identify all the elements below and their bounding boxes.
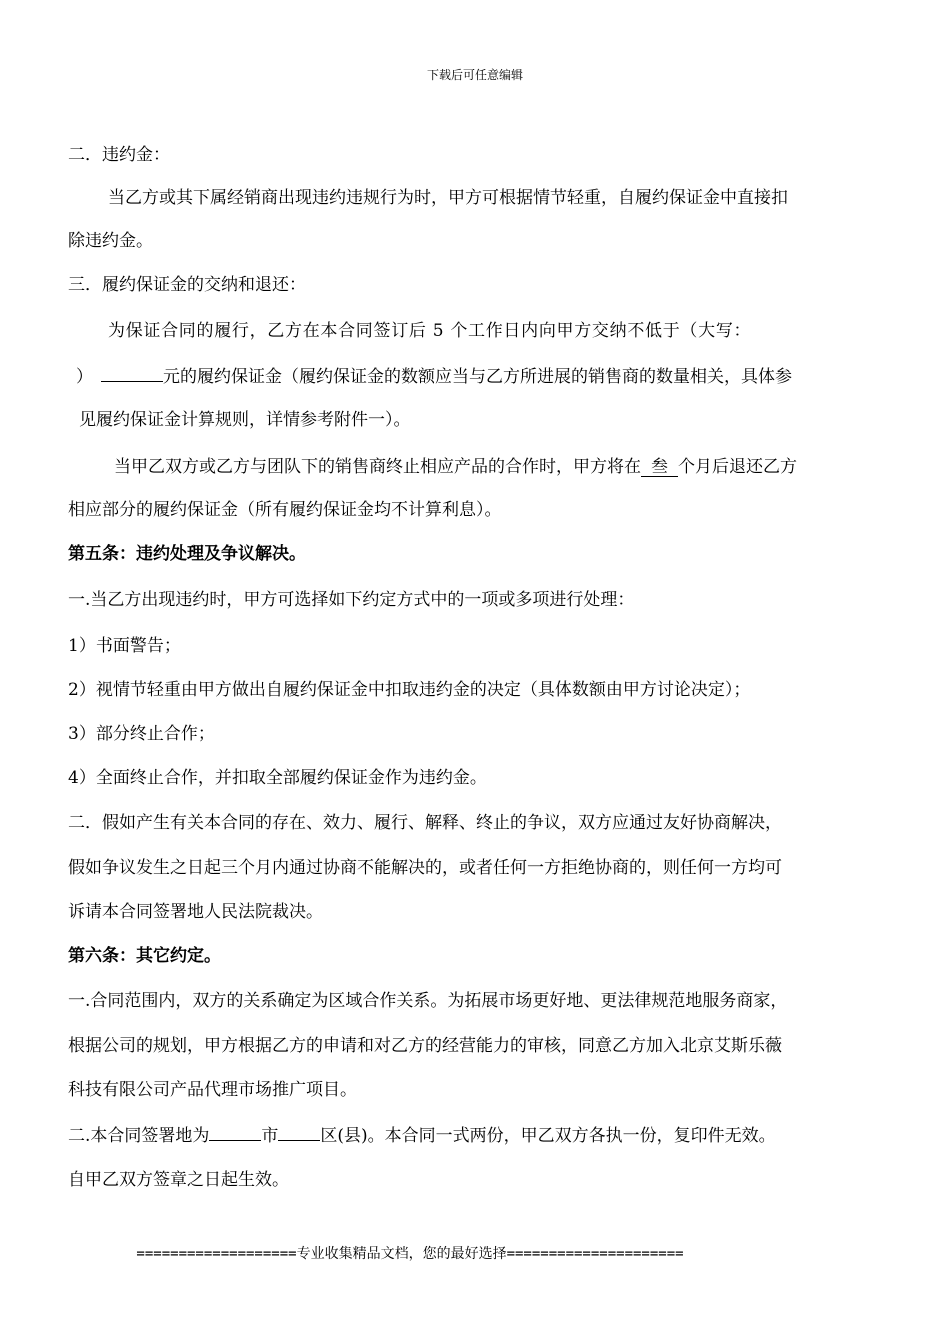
section-3-para-line-2 <box>76 366 792 388</box>
page-footer: ===================专业收集精品文档，您的最好选择===================== <box>136 1246 684 1262</box>
district-text: 区(县)。本合同一式两份，甲乙双方各执一份，复印件无效。 <box>320 1126 776 1146</box>
refund-text-b: 个月后退还乙方 <box>678 457 797 477</box>
article-5-subitem-2: 2）视情节轻重由甲方做出自履约保证金中扣取违约金的决定（具体数额由甲方讨论决定）； <box>68 680 751 700</box>
signing-place-text: 二.本合同签署地为 <box>68 1126 210 1146</box>
article-5-subitem-3: 3）部分终止合作； <box>68 724 215 744</box>
paren-close: ） <box>76 367 93 387</box>
article-5-subitem-1: 1）书面警告； <box>68 636 181 656</box>
amount-blank <box>101 381 163 382</box>
article-5-item-2-line-2: 假如争议发生之日起三个月内通过协商不能解决的，或者任何一方拒绝协商的，则任何一方均可 <box>68 858 782 878</box>
article-6-item-1-line-2: 根据公司的规划，甲方根据乙方的申请和对乙方的经营能力的审核，同意乙方加入北京艾斯乐薇 <box>68 1036 782 1056</box>
article-5-item-2-line-3: 诉请本合同签署地人民法院裁决。 <box>68 902 323 922</box>
section-3-para-line-1: 为保证合同的履行，乙方在本合同签订后 5 个工作日内向甲方交纳不低于（大写： <box>108 321 752 341</box>
article-5-item-2-line-1: 二．假如产生有关本合同的存在、效力、履行、解释、终止的争议，双方应通过友好协商解决， <box>68 813 782 833</box>
article-5-item-1: 一.当乙方出现违约时，甲方可选择如下约定方式中的一项或多项进行处理： <box>68 590 635 610</box>
section-3-para-line-3: 见履约保证金计算规则，详情参考附件一）。 <box>79 410 411 430</box>
section-3-para-line-4 <box>114 456 797 478</box>
article-6-item-1-line-3: 科技有限公司产品代理市场推广项目。 <box>68 1080 357 1100</box>
section-3-para-line-5: 相应部分的履约保证金（所有履约保证金均不计算利息）。 <box>68 500 502 520</box>
refund-months: 叁 <box>641 459 678 477</box>
article-5-title: 第五条：违约处理及争议解决。 <box>68 544 306 564</box>
article-6-item-1-line-1: 一.合同范围内，双方的关系确定为区域合作关系。为拓展市场更好地、更法律规范地服务商家， <box>68 991 788 1011</box>
section-3-title: 三．履约保证金的交纳和退还： <box>68 275 306 295</box>
section-2-para-line-2: 除违约金。 <box>68 231 153 251</box>
article-6-item-2-line-1 <box>68 1125 776 1147</box>
city-label: 市 <box>261 1126 279 1146</box>
section-2-para-line-1: 当乙方或其下属经销商出现违约违规行为时，甲方可根据情节轻重，自履约保证金中直接扣 <box>108 188 788 208</box>
district-blank <box>278 1140 320 1141</box>
page-header: 下载后可任意编辑 <box>426 68 523 82</box>
article-5-subitem-4: 4）全面终止合作，并扣取全部履约保证金作为违约金。 <box>68 768 487 788</box>
refund-text-a: 当甲乙双方或乙方与团队下的销售商终止相应产品的合作时，甲方将在 <box>114 457 641 477</box>
deposit-text: 元的履约保证金（履约保证金的数额应当与乙方所进展的销售商的数量相关，具体参 <box>163 367 792 387</box>
city-blank <box>209 1140 261 1141</box>
section-2-title: 二．违约金： <box>68 145 170 165</box>
article-6-title: 第六条：其它约定。 <box>68 946 221 966</box>
article-6-item-2-line-2: 自甲乙双方签章之日起生效。 <box>68 1170 289 1190</box>
